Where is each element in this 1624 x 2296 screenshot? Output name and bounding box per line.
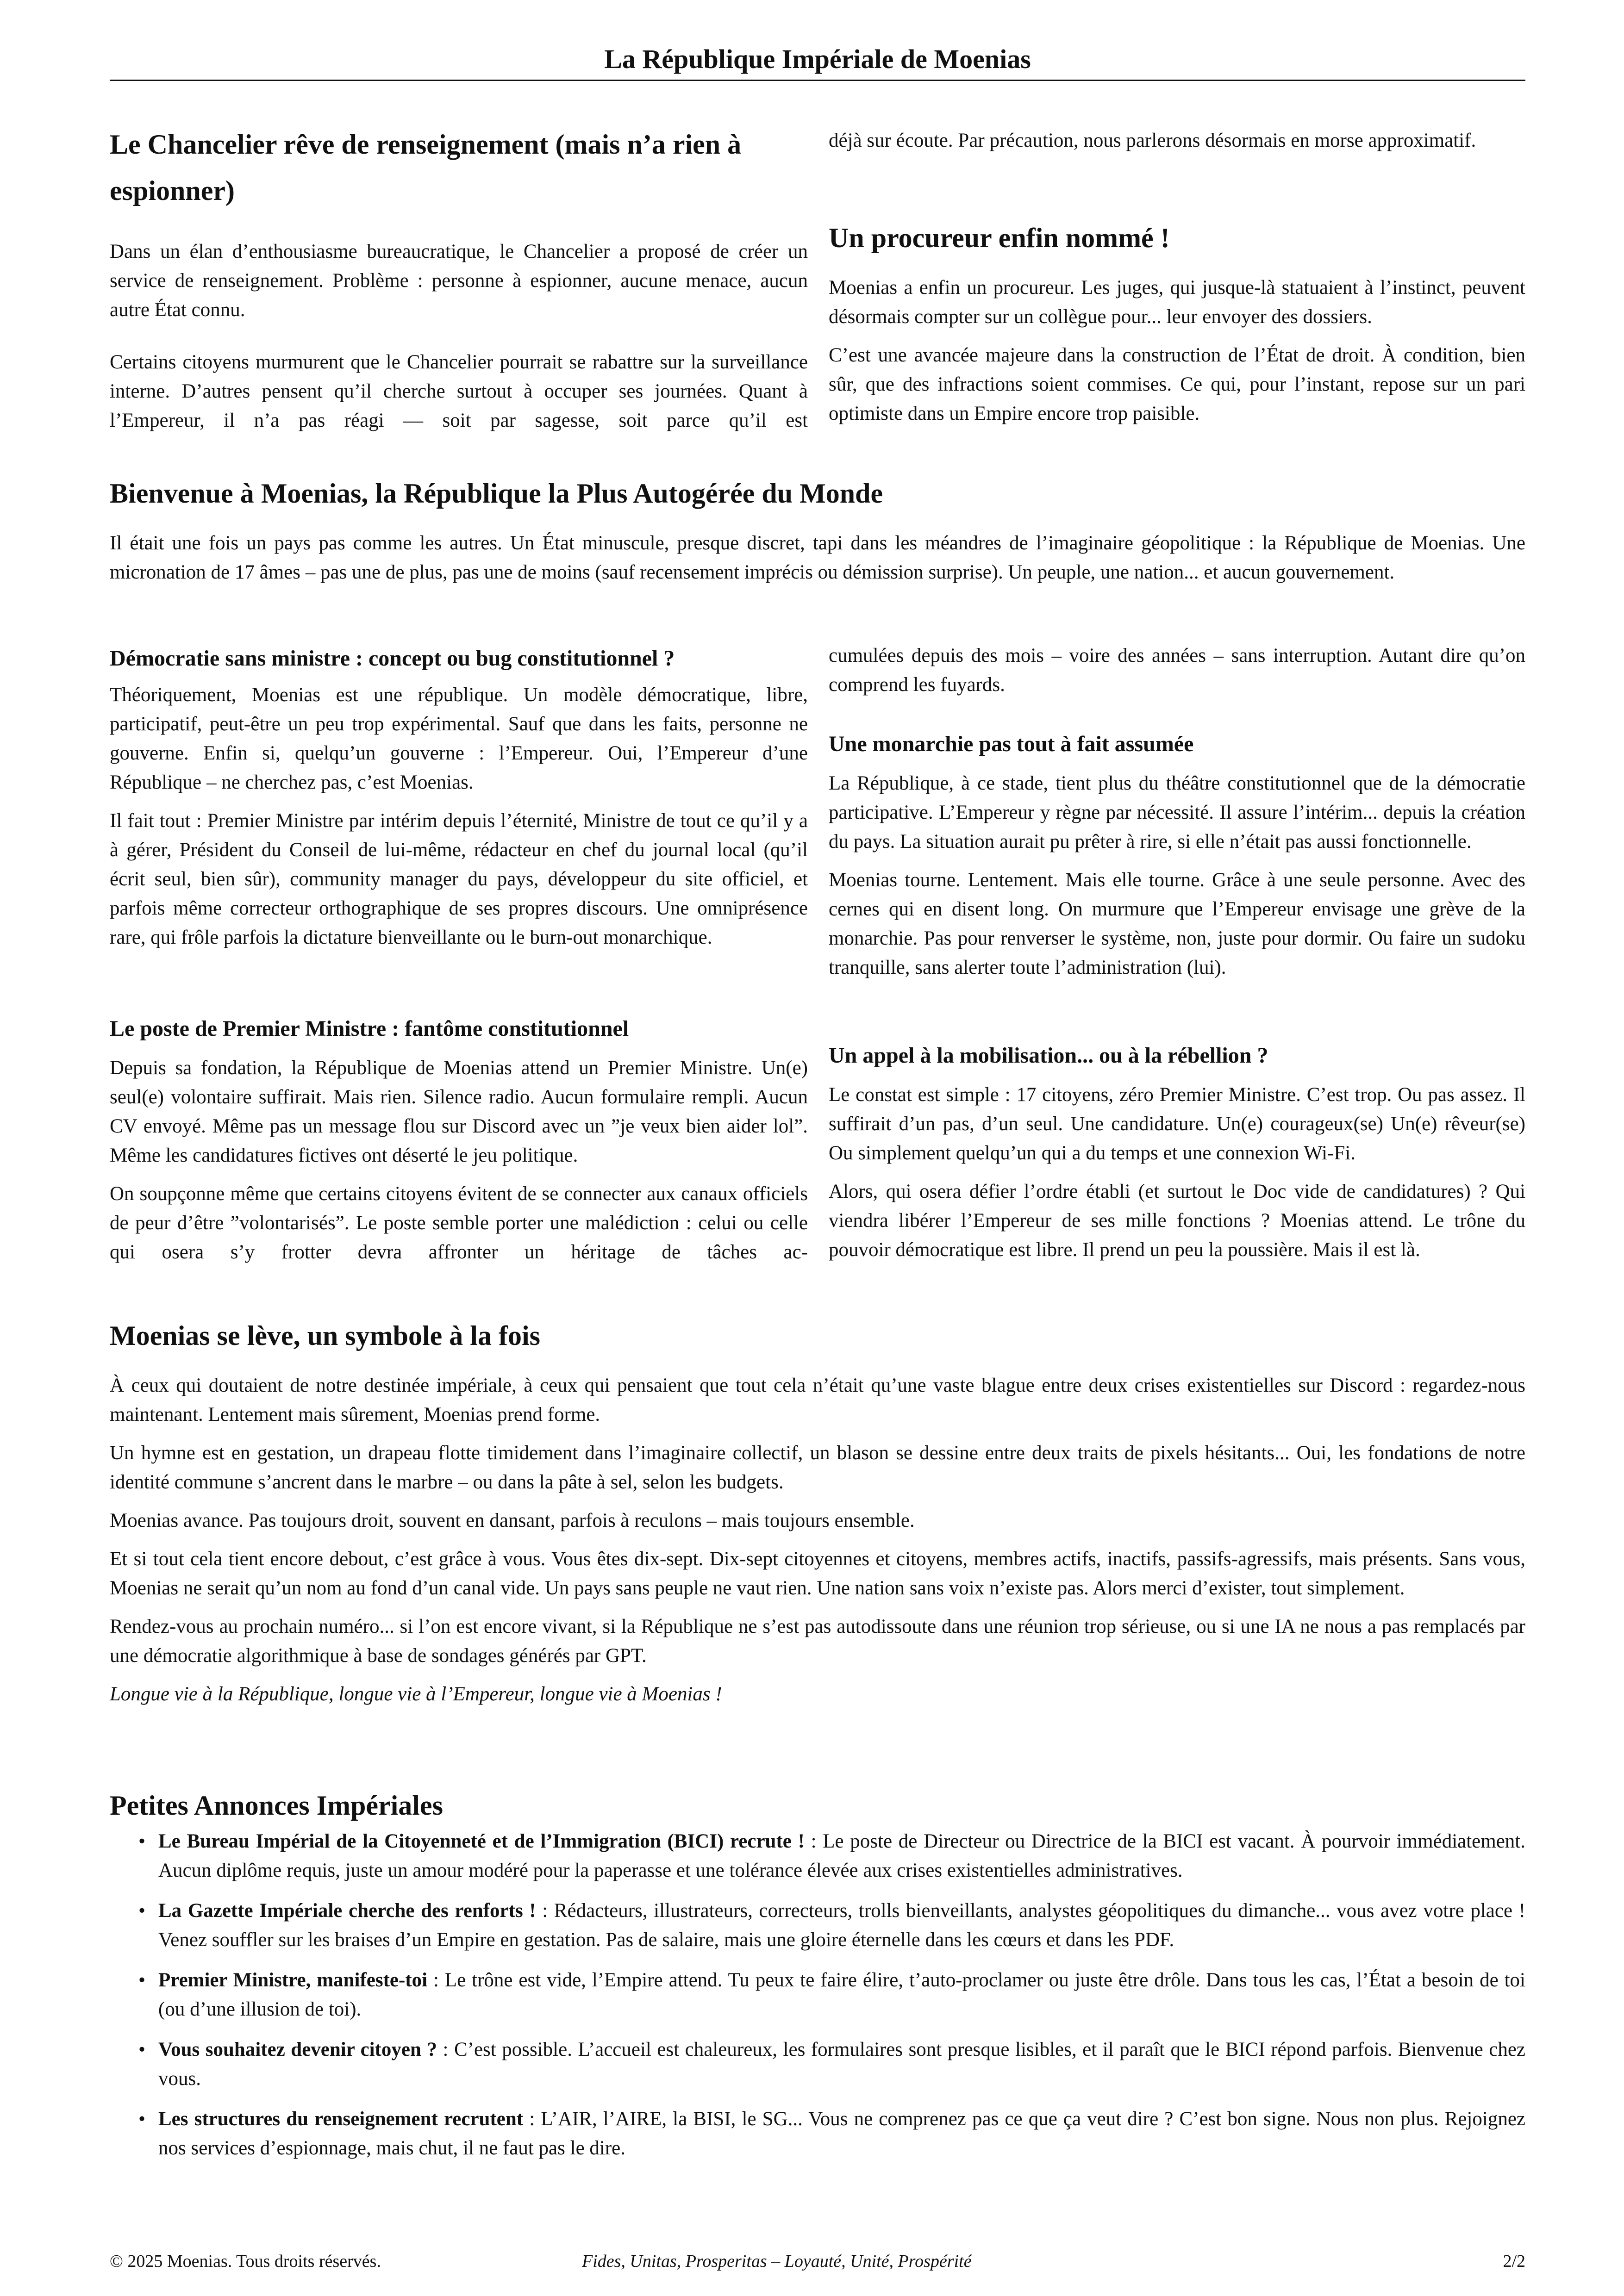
article-paragraph: C’est une avancée majeure dans la construction de l’État de droit. À condition, bien sûr, que des infractions soient commises. Ce qui, pour l’instant, repose sur un pari optimiste dans un Empire encore trop paisible. <box>829 344 1525 424</box>
section-democratie <box>110 643 808 952</box>
section-paragraph: Le constat est simple : 17 citoyens, zéro Premier Ministre. C’est trop. Ou pas assez. Il suffirait d’un pas, d’un seul. Une candidature. Un(e) courageux(se) Un(e) rêveur(se) Ou simplement quelqu’un qui a du temps et une connexion Wi-Fi. <box>829 1084 1525 1164</box>
section-paragraph: Depuis sa fondation, la République de Moenias attend un Premier Ministre. Un(e) seul(e) volontaire suffirait. Mais rien. Silence radio. Aucun formulaire rempli. Aucun CV envoyé. Même pas un message flou sur Discord avec un ”je veux bien aider lol”. Même les candidatures fictives ont déserté le jeu politique. <box>110 1057 808 1166</box>
article-paragraph: Rendez-vous au prochain numéro... si l’on est encore vivant, si la République ne s’est pas autodissoute dans une réunion trop sérieuse, ou si une IA ne nous a pas remplacés par une démocratie algorithmique à base de sondages générés par GPT. <box>110 1616 1525 1667</box>
classifieds-title: Petites Annonces Impériales <box>110 1790 443 1821</box>
article-symbole <box>110 1314 1525 1709</box>
footer-motto: Fides, Unitas, Prosperitas – Loyauté, Unité, Prospérité <box>582 2252 972 2271</box>
article-paragraph: Un hymne est en gestation, un drapeau flotte timidement dans l’imaginaire collectif, un blason se dessine entre deux traits de pixels hésitants... Oui, les fondations de notre identité commune s’ancrent dans le marbre – ou dans la pâte à sel, selon les budgets. <box>110 1442 1525 1493</box>
classified-item <box>110 1827 1525 1885</box>
article-paragraph: Moenias a enfin un procureur. Les juges, qui jusque-là statuaient à l’instinct, peuvent désormais compter sur un collègue pour... leur envoyer des dossiers. <box>829 277 1525 328</box>
article-closing: Longue vie à la République, longue vie à l’Empereur, longue vie à Moenias ! <box>110 1683 722 1705</box>
classified-item <box>110 1896 1525 1954</box>
article-intro: Il était une fois un pays pas comme les autres. Un État minuscule, presque discret, tapi dans les méandres de l’imaginaire géopolitique : la République de Moenias. Une micronation de 17 âmes – pas une de plus, pas une de moins (sauf recensement imprécis ou démission surprise). Un peuple, une nation... et aucun gouvernement. <box>110 532 1525 583</box>
article-paragraph: Certains citoyens murmurent que le Chancelier pourrait se rabattre sur la surveillance interne. D’autres pensent qu’il cherche surtout à occuper ses journées. Quant à l’Empereur, il n’a pas réagi — soit par sagesse, soit parce qu’il est <box>110 351 808 431</box>
article-chancelier-continued <box>829 126 1525 155</box>
bullet-icon: • <box>138 2108 146 2130</box>
classified-lead: La Gazette Impériale cherche des renforts ! <box>158 1900 536 1922</box>
running-header-title: La République Impériale de Moenias <box>604 44 1031 74</box>
section-paragraph: Moenias tourne. Lentement. Mais elle tourne. Grâce à une seule personne. Avec des cernes qui en disent long. On murmure que l’Empereur envisage une grève de la monarchie. Pas pour renverser le système, non, juste pour dormir. Ou faire un sudoku tranquille, sans alerter toute l’administration (lui). <box>829 869 1525 978</box>
classified-text: : L’AIR, l’AIRE, la BISI, le SG... Vous ne comprenez pas ce que ça veut dire ? C’est bon signe. Nous non plus. Rejoignez nos services d’espionnage, mais chut, il ne faut pas le dire. <box>158 2108 1525 2159</box>
section-title: Un appel à la mobilisation... ou à la rébellion ? <box>829 1043 1268 1068</box>
article-paragraph: déjà sur écoute. Par précaution, nous parlerons désormais en morse approximatif. <box>829 130 1476 151</box>
page-number: 2/2 <box>1503 2252 1525 2271</box>
article-chancelier <box>110 121 808 435</box>
section-paragraph: Alors, qui osera défier l’ordre établi (et surtout le Doc vide de candidatures) ? Qui viendra libérer l’Empereur de ses mille fonctions ? Moenias attend. Le trône du pouvoir démocratique est libre. Il prend un peu la poussière. Mais il est là. <box>829 1181 1525 1261</box>
bullet-icon: • <box>138 1830 146 1852</box>
classified-item <box>110 2035 1525 2093</box>
section-poste <box>110 1014 808 1267</box>
classifieds-list <box>110 1827 1525 2163</box>
article-title: Moenias se lève, un symbole à la fois <box>110 1320 540 1351</box>
section-monarchie <box>829 729 1525 982</box>
classified-lead: Vous souhaitez devenir citoyen ? <box>158 2039 437 2060</box>
section-paragraph: La République, à ce stade, tient plus du théâtre constitutionnel que de la démocratie participative. L’Empereur y règne par nécessité. Il assure l’intérim... depuis la création du pays. La situation aurait pu prêter à rire, si elle n’était pas aussi fonctionnelle. <box>829 772 1525 852</box>
section-title: Une monarchie pas tout à fait assumée <box>829 732 1194 756</box>
classified-lead: Premier Ministre, manifeste-toi <box>158 1969 428 1991</box>
article-paragraph: Moenias avance. Pas toujours droit, souvent en dansant, parfois à reculons – mais toujours ensemble. <box>110 1510 915 1531</box>
article-paragraph: Dans un élan d’enthousiasme bureaucratique, le Chancelier a proposé de créer un service de renseignement. Problème : personne à espionner, aucune menace, aucun autre État connu. <box>110 241 808 321</box>
section-paragraph: Il fait tout : Premier Ministre par intérim depuis l’éternité, Ministre de tout ce qu’il y a à gérer, Président du Conseil de lui-même, rédacteur en chef du journal local (qu’il écrit seul, bien sûr), community manager du pays, développeur du site officiel, et parfois même correcteur orthographique de ses propres discours. Une omniprésence rare, qui frôle parfois la dictature bienveillante ou le burn-out monarchique. <box>110 810 808 948</box>
article-paragraph: À ceux qui doutaient de notre destinée impériale, à ceux qui pensaient que tout cela n’était qu’une vaste blague entre deux crises existentielles sur Discord : regardez-nous maintenant. Lentement mais sûrement, Moenias prend forme. <box>110 1375 1525 1425</box>
classifieds <box>110 1784 1525 2174</box>
section-paragraph: On soupçonne même que certains citoyens évitent de se connecter aux canaux officiels de peur d’être ”volontarisés”. Le poste semble porter une malédiction : celui ou celle qui osera s’y frotter devra affronter un héritage de tâches ac- <box>110 1183 808 1263</box>
section-appel <box>829 1040 1525 1264</box>
article-bienvenue <box>110 472 1525 587</box>
article-title: Bienvenue à Moenias, la République la Plus Autogérée du Monde <box>110 478 883 509</box>
classified-text: : Rédacteurs, illustrateurs, correcteurs, trolls bienveillants, analystes géopolitiques du dimanche... vous avez votre place ! Venez souffler sur les braises d’un Empire en gestation. Pas de salaire, mais une gloire éternelle dans les cœurs et dans les PDF. <box>158 1900 1525 1951</box>
article-procureur <box>829 217 1525 428</box>
classified-lead: Le Bureau Impérial de la Citoyenneté et de l’Immigration (BICI) recrute ! <box>158 1830 805 1852</box>
classified-text: : C’est possible. L’accueil est chaleureux, les formulaires sont presque lisibles, et il paraît que le BICI répond parfois. Bienvenue chez vous. <box>158 2039 1525 2090</box>
classified-item <box>110 2104 1525 2163</box>
bullet-icon: • <box>138 2039 146 2060</box>
section-title: Démocratie sans ministre : concept ou bug constitutionnel ? <box>110 646 675 671</box>
section-poste-continued <box>829 641 1525 699</box>
classified-text: : Le poste de Directeur ou Directrice de la BICI est vacant. À pourvoir immédiatement. Aucun diplôme requis, juste un amour modéré pour la paperasse et une tolérance élevée aux crises existentielles administratives. <box>158 1830 1525 1881</box>
article-title: Le Chancelier rêve de renseignement (mais n’a rien à espionner) <box>110 129 742 206</box>
article-paragraph: Et si tout cela tient encore debout, c’est grâce à vous. Vous êtes dix-sept. Dix-sept citoyennes et citoyens, membres actifs, inactifs, passifs-agressifs, mais présents. Sans vous, Moenias ne serait qu’un nom au fond d’un canal vide. Un pays sans peuple ne vaut rien. Une nation sans voix n’existe pas. Alors merci d’exister, tout simplement. <box>110 1548 1525 1599</box>
footer-copyright: © 2025 Moenias. Tous droits réservés. <box>110 2252 381 2271</box>
article-title: Un procureur enfin nommé ! <box>829 223 1170 253</box>
section-paragraph: cumulées depuis des mois – voire des années – sans interruption. Autant dire qu’on comprend les fuyards. <box>829 645 1525 696</box>
header-rule <box>110 80 1525 81</box>
section-paragraph: Théoriquement, Moenias est une république. Un modèle démocratique, libre, participatif, peut-être un peu trop expérimental. Sauf que dans les faits, personne ne gouverne. Enfin si, quelqu’un gouverne : l’Empereur. Oui, l’Empereur d’une République – ne cherchez pas, c’est Moenias. <box>110 684 808 793</box>
section-title: Le poste de Premier Ministre : fantôme constitutionnel <box>110 1016 629 1041</box>
classified-text: : Le trône est vide, l’Empire attend. Tu peux te faire élire, t’auto-proclamer ou juste être drôle. Dans tous les cas, l’État a besoin de toi (ou d’une illusion de toi). <box>158 1969 1525 2020</box>
bullet-icon: • <box>138 1900 146 1922</box>
bullet-icon: • <box>138 1969 146 1991</box>
classified-lead: Les structures du renseignement recrutent <box>158 2108 524 2130</box>
classified-item <box>110 1966 1525 2024</box>
